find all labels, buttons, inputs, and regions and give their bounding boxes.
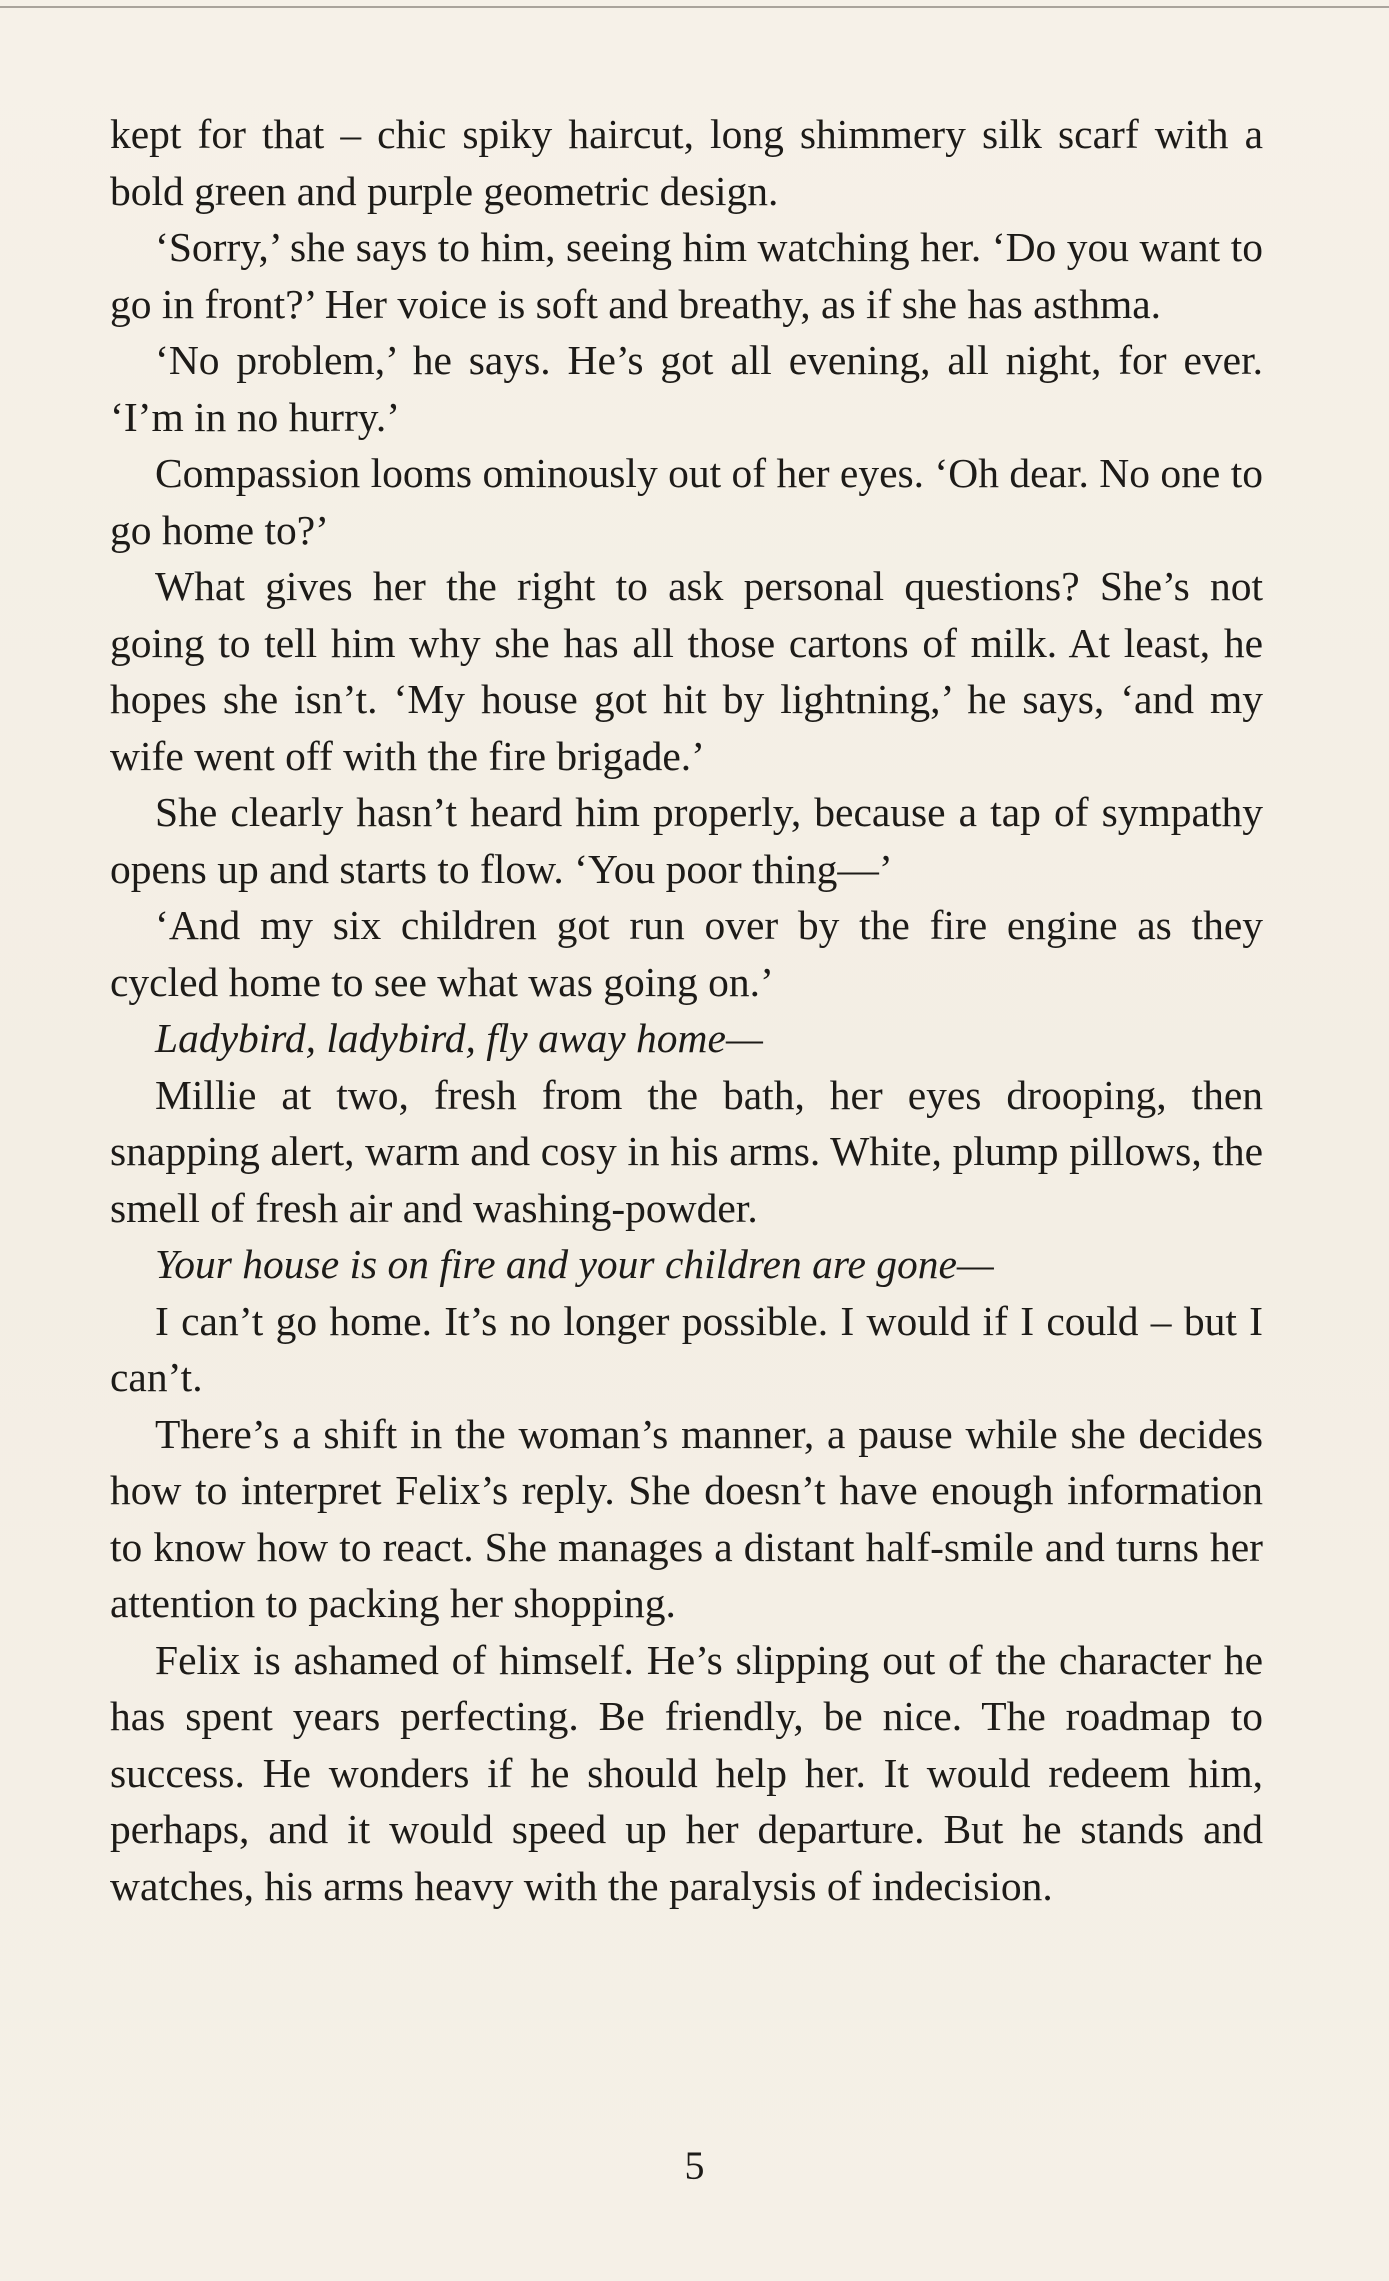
top-edge-rule [0,6,1389,8]
paragraph: ‘Sorry,’ she says to him, seeing him watching her. ‘Do you want to go in front?’ Her voice is soft and breathy, as if she has asthma. [110,224,1263,327]
paragraph: ‘No problem,’ he says. He’s got all evening, all night, for ever. ‘I’m in no hurry.’ [110,337,1263,440]
paragraph: Felix is ashamed of himself. He’s slipping out of the character he has spent years perfecting. Be friendly, be nice. The roadmap to success. He wonders if he should help her. It would redeem him, perhaps, and it would speed up her departure. But he stands and watches, his arms heavy with the paralysis of indecision. [110,1636,1263,1909]
italic-refrain: Ladybird, ladybird, fly away home— [155,1015,763,1061]
paragraph: What gives her the right to ask personal questions? She’s not going to tell him why she has all those cartons of milk. At least, he hopes she isn’t. ‘My house got hit by lightning,’ he says, ‘and my wife went off with the fire brigade.’ [110,563,1263,779]
body-text [110,106,1263,1914]
italic-refrain: Your house is on fire and your children are gone— [155,1241,994,1287]
paragraph: kept for that – chic spiky haircut, long shimmery silk scarf with a bold green and purple geometric design. [110,111,1263,214]
paragraph: I can’t go home. It’s no longer possible. I would if I could – but I can’t. [110,1297,1263,1400]
paragraph: There’s a shift in the woman’s manner, a pause while she decides how to interpret Felix’s reply. She doesn’t have enough information to know how to react. She manages a distant half-smile and turns her attention to packing her shopping. [110,1410,1263,1626]
page-number: 5 [684,2143,705,2188]
paragraph: She clearly hasn’t heard him properly, because a tap of sympathy opens up and starts to flow. ‘You poor thing—’ [110,789,1263,892]
paragraph: ‘And my six children got run over by the fire engine as they cycled home to see what was going on.’ [110,902,1263,1005]
paragraph: Compassion looms ominously out of her eyes. ‘Oh dear. No one to go home to?’ [110,450,1263,553]
paragraph: Millie at two, fresh from the bath, her eyes drooping, then snapping alert, warm and cosy in his arms. White, plump pillows, the smell of fresh air and washing-powder. [110,1071,1263,1231]
